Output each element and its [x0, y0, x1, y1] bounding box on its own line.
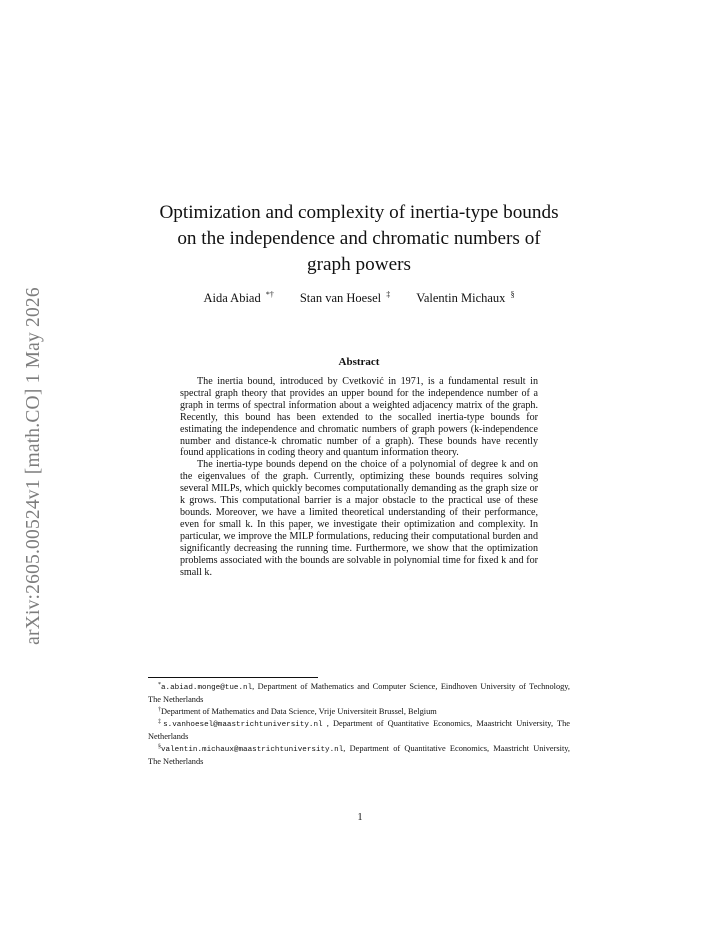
author: Valentin Michaux § — [416, 290, 515, 305]
author-marks: ‡ — [386, 290, 391, 299]
footnote: †Department of Mathematics and Data Science, Vrije Universiteit Brussel, Belgium — [158, 707, 437, 716]
author-list — [140, 290, 578, 306]
author-marks: § — [510, 290, 515, 299]
footnote: §valentin.michaux@maastrichtuniversity.nl, Department of Quantitative Economics, Maastricht University, The Netherlands — [148, 744, 570, 766]
footnote: ‡s.vanhoesel@maastrichtuniversity.nl , Department of Quantitative Economics, Maastricht University, The Netherlands — [148, 719, 571, 741]
email-link[interactable]: valentin.michaux@maastrichtuniversity.nl — [161, 746, 344, 754]
abstract-body — [180, 376, 538, 578]
footnote-rule — [148, 677, 318, 678]
title-line: Optimization and complexity of inertia-type bounds — [159, 202, 559, 223]
email-link[interactable]: a.abiad.monge@tue.nl — [161, 684, 253, 692]
abstract-paragraph: The inertia bound, introduced by Cvetković in 1971, is a fundamental result in spectral graph theory that provides an upper bound for the independence number of a graph in terms of spectral information about a weighted adjacency matrix of the graph. Recently, this bound has been extended to the socalled inertia-type bounds for estimating the independence and chromatic numbers of graph powers (k-independence number and distance-k chromatic number of a graph). These bounds have recently found applications in coding theory and quantum information theory. — [180, 376, 538, 459]
abstract-heading: Abstract — [338, 356, 380, 368]
title-line: on the independence and chromatic numbers of — [177, 228, 541, 249]
paper-title — [140, 200, 578, 278]
arxiv-stamp: arXiv:2605.00524v1 [math.CO] 1 May 2026 — [23, 287, 44, 645]
page-number: 1 — [357, 812, 363, 823]
author: Aida Abiad *† — [203, 290, 274, 305]
author: Stan van Hoesel ‡ — [299, 290, 391, 305]
author-marks: *† — [265, 290, 274, 299]
footnotes — [148, 680, 570, 767]
email-link[interactable]: s.vanhoesel@maastrichtuniversity.nl — [163, 721, 323, 729]
title-line: graph powers — [307, 254, 411, 275]
abstract-paragraph: The inertia-type bounds depend on the choice of a polynomial of degree k and on the eigenvalues of the graph. Currently, optimizing these bounds requires solving several MILPs, which quickly becomes computationally demanding as the graph size or k grows. This computational barrier is a major obstacle to the practical use of these bounds. Moreover, we have a limited theoretical understanding of their performance, even for small k. In this paper, we investigate their optimization and complexity. In particular, we improve the MILP formulations, reducing their computational burden and significantly decreasing the running time. Furthermore, we show that the optimization problems associated with the bounds are solvable in polynomial time for fixed k and for small k. — [180, 459, 538, 578]
footnote: *a.abiad.monge@tue.nl, Department of Mathematics and Computer Science, Eindhoven University of Technology, The Netherlands — [148, 682, 570, 704]
